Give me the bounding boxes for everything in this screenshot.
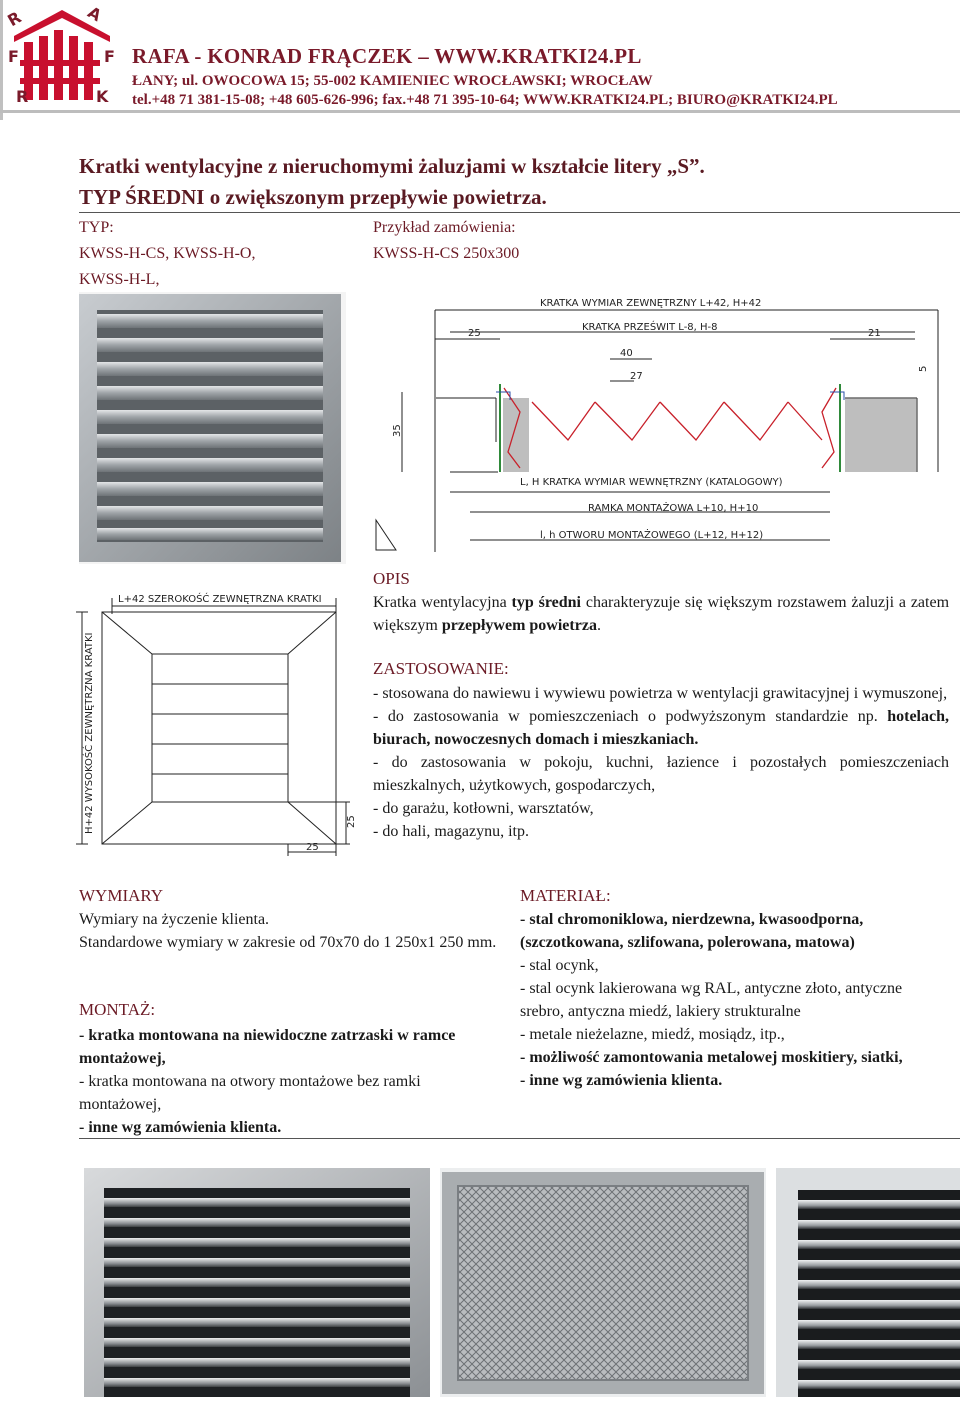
label-inner-dim: L, H KRATKA WYMIAR WEWNĘTRZNY (KATALOGOWY) xyxy=(520,477,783,488)
zastosowanie-item-1: - stosowana do nawiewu i wywiewu powietrza w wentylacji grawitacyjnej i wymuszonej, xyxy=(373,685,948,702)
zastosowanie-item-5: - do hali, magazynu, itp. xyxy=(373,823,529,840)
zastosowanie-item-3: - do zastosowania w pokoju, kuchni, łazience i pozostałych pomieszczeniach mieszkalnych, użytkowych, gospodarczych, xyxy=(373,754,949,794)
opis-p3: . xyxy=(596,617,601,634)
svg-text:A: A xyxy=(84,2,105,26)
svg-text:R: R xyxy=(6,7,25,31)
zastosowanie-item-2-bold: hotelach, biurach, nowoczesnych domach i mieszkaniach. xyxy=(373,708,949,748)
dim-40: 40 xyxy=(620,348,633,359)
dim-27: 27 xyxy=(630,371,643,382)
material-text xyxy=(520,908,950,1092)
label-outer-height: H+42 WYSOKOŚĆ ZEWNĘTRZNA KRATKI xyxy=(84,632,95,834)
dim-35: 35 xyxy=(392,424,403,437)
photo-corner-grille xyxy=(776,1168,960,1397)
montaz-line-3: - inne wg zamówienia klienta. xyxy=(79,1119,282,1136)
montaz-line-1: - kratka montowana na niewidoczne zatrzaski w ramce montażowej, xyxy=(79,1027,456,1067)
dim-25-bottom: 25 xyxy=(306,842,319,853)
zastosowanie-title: ZASTOSOWANIE: xyxy=(373,659,509,678)
wymiary-title: WYMIARY xyxy=(79,886,164,905)
wymiary-line-1: Wymiary na życzenie klienta. xyxy=(79,911,270,928)
svg-text:F: F xyxy=(8,47,19,66)
opis-p1: Kratka wentylacyjna xyxy=(373,594,512,611)
photo-mesh-grille xyxy=(440,1168,766,1397)
opis-p2: charakteryzuje się większym rozstawem żaluzji a zatem większym xyxy=(373,594,950,634)
material-line-2: - stal ocynk, xyxy=(520,957,599,974)
section-drawing xyxy=(370,292,960,560)
dim-5: 5 xyxy=(918,365,929,372)
material-title: MATERIAŁ: xyxy=(520,886,611,905)
svg-text:K: K xyxy=(96,87,109,106)
company-name: RAFA - KONRAD FRĄCZEK – WWW.KRATKI24.PL xyxy=(132,44,642,68)
opis-p1-bold: typ średni xyxy=(511,594,581,611)
montaz-line-2: - kratka montowana na otwory montażowe bez ramki montażowej, xyxy=(79,1073,421,1113)
montaz-title: MONTAŻ: xyxy=(79,1000,156,1019)
label-clear-opening: KRATKA PRZEŚWIT L-8, H-8 xyxy=(582,322,718,333)
material-line-3: - stal ocynk lakierowana wg RAL, antyczne złoto, antyczne srebro, antyczna miedź, lakiery strukturalne xyxy=(520,980,903,1020)
wymiary-line-2: Standardowe wymiary w zakresie od 70x70 do 1 250x1 250 mm. xyxy=(79,934,497,951)
label-outer-dim: KRATKA WYMIAR ZEWNĘTRZNY L+42, H+42 xyxy=(540,298,762,309)
zastosowanie-item-4: - do garażu, kotłowni, warsztatów, xyxy=(373,800,594,817)
material-line-1: - stal chromoniklowa, nierdzewna, kwasoodporna, (szczotkowana, szlifowana, polerowana, matowa) xyxy=(520,911,864,951)
photo-louvre-grille xyxy=(84,1168,430,1397)
header-left-rule xyxy=(0,0,3,120)
grille-photo xyxy=(79,292,346,564)
dim-25-side: 25 xyxy=(346,815,357,828)
material-line-5: - możliwość zamontowania metalowej moskitiery, siatki, xyxy=(520,1049,903,1066)
type-label: TYP: xyxy=(79,219,114,236)
opis-p2-bold: przepływem powietrza xyxy=(441,617,597,634)
svg-text:F: F xyxy=(104,47,115,66)
type-list-line1: KWSS-H-CS, KWSS-H-O, xyxy=(79,245,256,262)
material-line-4: - metale nieżelazne, miedź, mosiądz, itp., xyxy=(520,1026,785,1043)
zastosowanie-item-2-text: - do zastosowania w pomieszczeniach o podwyższonym standardzie np. xyxy=(373,708,888,725)
label-mounting-frame: RAMKA MONTAŻOWA L+10, H+10 xyxy=(588,503,759,514)
dim-25: 25 xyxy=(468,328,481,339)
main-title-line2: TYP ŚREDNI o zwiększonym przepływie powietrza. xyxy=(79,185,547,209)
front-drawing xyxy=(72,584,362,864)
company-contact: tel.+48 71 381-15-08; +48 605-626-996; fax.+48 71 395-10-64; WWW.KRATKI24.PL; BIURO@KRATKI24.PL xyxy=(132,92,838,108)
main-title-line1: Kratki wentylacyjne z nieruchomymi żaluzjami w kształcie litery „S”. xyxy=(79,154,705,178)
zastosowanie-list xyxy=(373,682,949,843)
dim-21: 21 xyxy=(868,328,881,339)
header-bottom-rule xyxy=(0,110,960,113)
material-line-6: - inne wg zamówienia klienta. xyxy=(520,1072,723,1089)
type-list-line2: KWSS-H-L, xyxy=(79,271,160,288)
wymiary-text xyxy=(79,908,499,954)
label-outer-width: L+42 SZEROKOŚĆ ZEWNĘTRZNA KRATKI xyxy=(118,594,322,605)
svg-text:R: R xyxy=(16,87,29,106)
order-example: KWSS-H-CS 250x300 xyxy=(373,245,520,262)
montaz-text xyxy=(79,1024,499,1139)
company-address: ŁANY; ul. OWOCOWA 15; 55-002 KAMIENIEC WROCŁAWSKI; WROCŁAW xyxy=(132,73,653,89)
zastosowanie-item-2 xyxy=(373,705,949,751)
bottom-rule xyxy=(79,1138,960,1139)
label-mounting-hole: l, h OTWORU MONTAŻOWEGO (L+12, H+12) xyxy=(540,530,764,541)
title-rule xyxy=(79,212,960,213)
opis-title: OPIS xyxy=(373,569,410,588)
company-logo xyxy=(6,2,118,106)
opis-text xyxy=(373,591,949,637)
order-label: Przykład zamówienia: xyxy=(373,219,516,236)
